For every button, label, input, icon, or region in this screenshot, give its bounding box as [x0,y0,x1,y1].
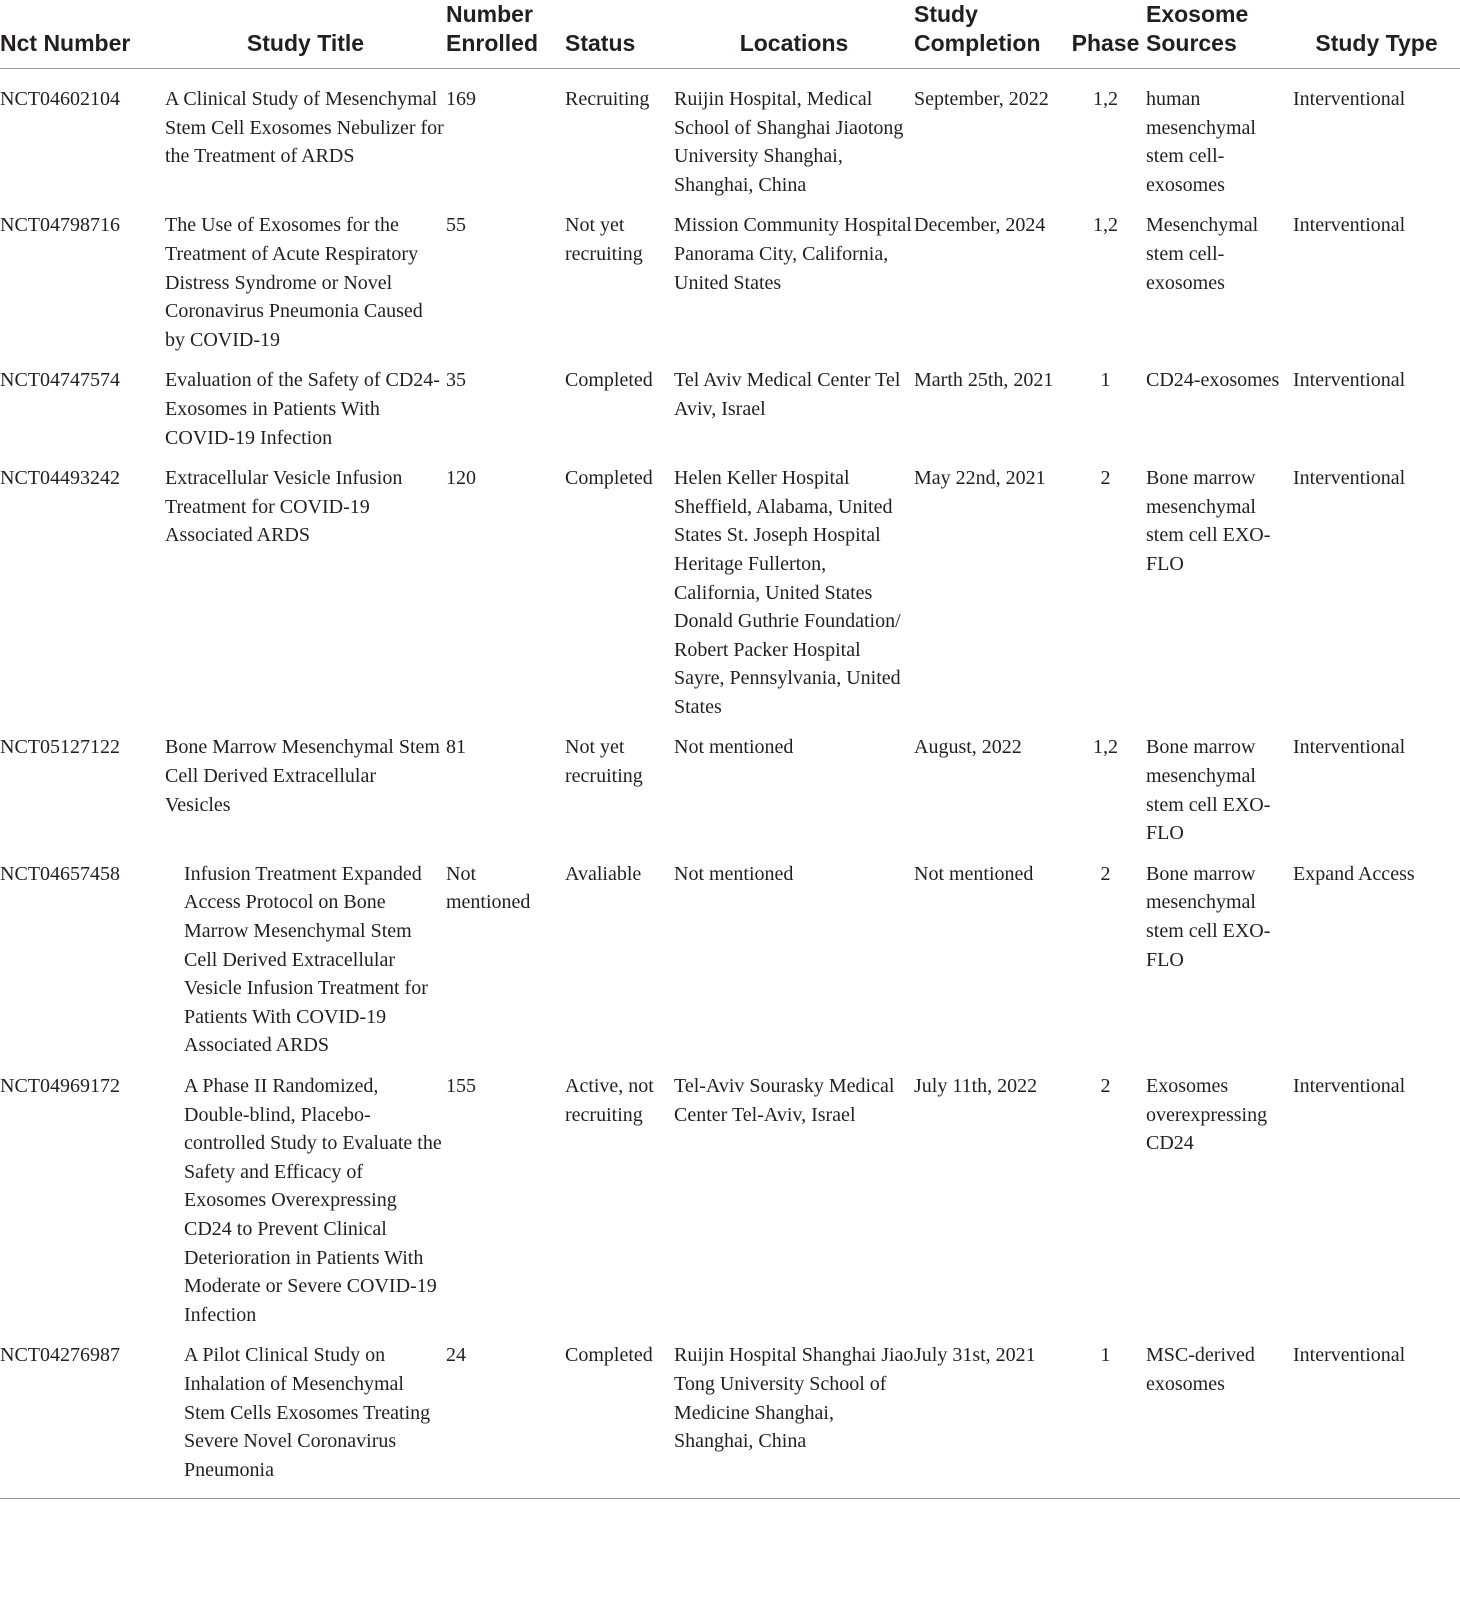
cell-phase: 1,2 [1093,214,1118,237]
cell-study-completion: May 22nd, 2021 [914,467,1046,490]
cell-exosome-sources: Bone marrow mesenchymal stem cell EXO-FLO [1146,736,1271,845]
cell-number-enrolled: 35 [446,369,466,392]
cell-study-completion: August, 2022 [914,736,1022,759]
table-row [0,458,1460,727]
cell-number-enrolled: 24 [446,1335,565,1498]
cell-number-enrolled: 155 [446,1075,476,1097]
cell-study-title: Extracellular Vesicle Infusion Treatment for COVID-19 Associated ARDS [165,467,403,547]
cell-exosome-sources: Bone marrow mesenchymal stem cell EXO-FLO [1146,467,1271,575]
table-row [0,727,1460,853]
table-row [0,360,1460,458]
cell-phase: 1 [1100,369,1111,392]
cell-status: Completed [565,1335,674,1498]
cell-study-completion: Not mentioned [914,862,1034,885]
header-study-completion: Study Completion [914,0,1065,69]
cell-locations: Mission Community Hospital Panorama City, California, United States [674,214,912,294]
table-row [0,1066,1460,1335]
cell-phase: 1 [1065,1335,1146,1498]
cell-study-completion: September, 2022 [914,88,1049,110]
cell-study-completion: December, 2024 [914,214,1046,237]
cell-status: Completed [565,467,653,490]
cell-exosome-sources: Mesenchymal stem cell-exosomes [1146,214,1259,294]
header-study-title: Study Title [165,0,446,69]
cell-exosome-sources: CD24-exosomes [1146,369,1280,392]
cell-nct-number: NCT04747574 [0,369,120,392]
table-body [0,69,1460,1499]
cell-nct-number: NCT04969172 [0,1075,120,1097]
cell-phase: 2 [1100,862,1111,885]
table-row [0,1335,1460,1498]
cell-study-type: Interventional [1293,369,1406,392]
header-exosome-sources: Exosome Sources [1146,0,1293,69]
cell-study-type: Interventional [1293,1335,1460,1498]
header-row [0,0,1460,69]
cell-study-title: Infusion Treatment Expanded Access Protocol on Bone Marrow Mesenchymal Stem Cell Derived Extracellular Vesicle Infusion Treatment for Patients With COVID-19 Associated ARDS [184,862,428,1057]
cell-locations: Not mentioned [674,862,794,885]
cell-status: Completed [565,369,653,392]
cell-locations: Tel-Aviv Sourasky Medical Center Tel-Aviv, Israel [674,1075,895,1126]
cell-study-type: Interventional [1293,1075,1406,1097]
cell-study-completion: July 11th, 2022 [914,1075,1038,1097]
cell-study-title: Evaluation of the Safety of CD24- Exosomes in Patients With COVID-19 Infection [165,369,440,449]
header-status: Status [565,0,674,69]
table-row [0,69,1460,206]
cell-phase: 2 [1100,1075,1111,1097]
cell-locations: Not mentioned [674,736,794,759]
cell-study-completion: Marth 25th, 2021 [914,369,1054,392]
cell-nct-number: NCT04276987 [0,1335,165,1498]
header-study-type: Study Type [1293,0,1460,69]
cell-study-type: Expand Access [1293,862,1415,885]
cell-exosome-sources: MSC-derived exosomes [1146,1335,1293,1498]
header-locations: Locations [674,0,914,69]
cell-number-enrolled: 169 [446,88,476,110]
cell-number-enrolled: 81 [446,736,466,759]
cell-phase: 1,2 [1093,736,1118,759]
cell-status: Not yet recruiting [565,736,643,788]
table-row [0,854,1460,1066]
table-row [0,205,1460,360]
cell-locations: Ruijin Hospital Shanghai Jiao Tong University School of Medicine Shanghai, Shanghai, China [674,1335,914,1498]
cell-study-type: Interventional [1293,88,1406,110]
cell-nct-number: NCT04657458 [0,862,120,885]
cell-status: Avaliable [565,862,642,885]
cell-study-type: Interventional [1293,467,1406,490]
header-nct-number: Nct Number [0,0,165,69]
cell-nct-number: NCT04493242 [0,467,120,490]
cell-phase: 2 [1100,467,1111,490]
cell-study-type: Interventional [1293,736,1406,759]
cell-nct-number: NCT05127122 [0,736,120,759]
cell-study-title: A Clinical Study of Mesenchymal Stem Cell Exosomes Nebulizer for the Treatment of ARDS [165,88,444,168]
cell-number-enrolled: Not mentioned [446,862,531,914]
cell-study-type: Interventional [1293,214,1406,237]
cell-locations: Ruijin Hospital, Medical School of Shanghai Jiaotong University Shanghai, Shanghai, China [674,88,904,196]
header-phase: Phase [1065,0,1146,69]
cell-status: Not yet recruiting [565,214,643,265]
cell-number-enrolled: 55 [446,214,466,237]
header-number-enrolled: Number Enrolled [446,0,565,69]
cell-status: Active, not recruiting [565,1075,654,1126]
cell-number-enrolled: 120 [446,467,476,490]
cell-study-title: A Pilot Clinical Study on Inhalation of Mesenchymal Stem Cells Exosomes Treating Severe Novel Coronavirus Pneumonia [165,1335,446,1498]
cell-phase: 1,2 [1093,88,1118,110]
cell-exosome-sources: Bone marrow mesenchymal stem cell EXO-FLO [1146,862,1271,971]
cell-exosome-sources: human mesenchymal stem cell-exosomes [1146,88,1256,196]
table-header [0,0,1460,69]
cell-exosome-sources: Exosomes overexpressing CD24 [1146,1075,1268,1155]
cell-status: Recruiting [565,88,650,110]
cell-nct-number: NCT04602104 [0,88,120,110]
cell-study-title: Bone Marrow Mesenchymal Stem Cell Derived Extracellular Vesicles [165,736,440,816]
cell-study-title: A Phase II Randomized, Double-blind, Placebo-controlled Study to Evaluate the Safety and Efficacy of Exosomes Overexpressing CD24 to Prevent Clinical Deterioration in Patients With Moderate or Severe COVID-19 Infection [184,1075,442,1326]
cell-locations: Helen Keller Hospital Sheffield, Alabama, United States St. Joseph Hospital Heritage Fullerton, California, United States Donald Guthrie Foundation/ Robert Packer Hospital Sayre, Pennsylvania, United States [674,467,901,718]
cell-study-completion: July 31st, 2021 [914,1335,1065,1498]
cell-locations: Tel Aviv Medical Center Tel Aviv, Israel [674,369,901,420]
cell-study-title: The Use of Exosomes for the Treatment of Acute Respiratory Distress Syndrome or Novel Coronavirus Pneumonia Caused by COVID-19 [165,214,423,351]
cell-nct-number: NCT04798716 [0,214,120,237]
